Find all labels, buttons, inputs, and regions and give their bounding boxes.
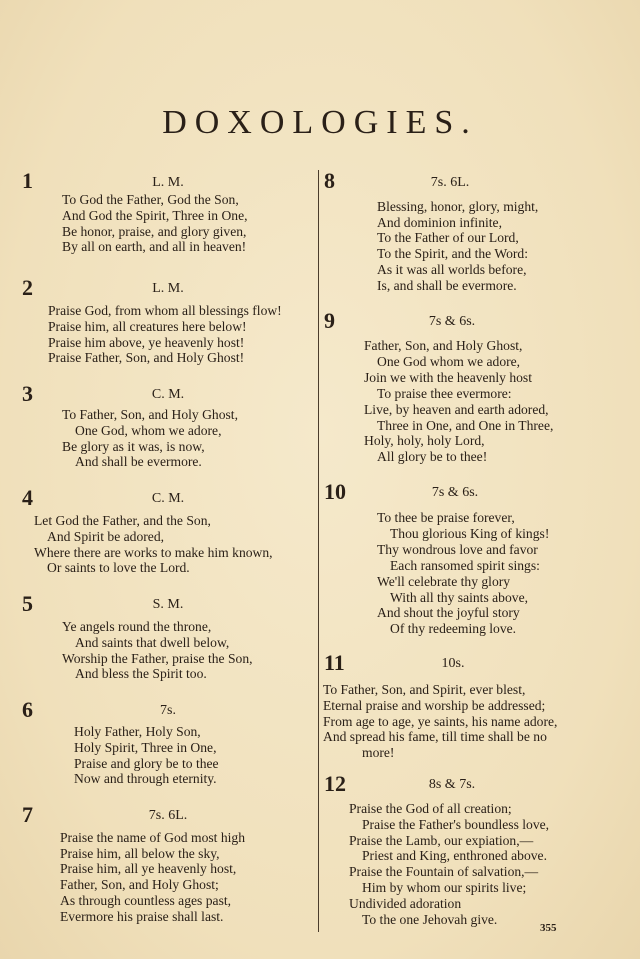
hymn-number: 8 [324, 168, 335, 193]
verse-line: Undivided adoration [349, 895, 462, 911]
hymn-number: 1 [22, 168, 33, 193]
verse-line: To God the Father, God the Son, [62, 192, 239, 207]
verse-line: Praise him above, ye heavenly host! [48, 334, 245, 350]
verse-line: To the Spirit, and the Word: [377, 246, 528, 262]
verse-line: Blessing, honor, glory, might, [377, 199, 539, 214]
verse-line: Thou glorious King of kings! [390, 525, 550, 541]
verse-line: Praise Father, Son, and Holy Ghost! [48, 350, 245, 366]
verse-line: All glory be to thee! [377, 449, 488, 465]
verse-line: Now and through eternity. [74, 771, 217, 787]
verse-line: Eternal praise and worship be addressed; [323, 697, 546, 713]
verse-line: Ye angels round the throne, [62, 619, 212, 634]
verse-line: Praise him, all ye heavenly host, [60, 861, 237, 877]
verse-line: Praise him, all below the sky, [60, 845, 220, 861]
verse-line: Him by whom our spirits live; [362, 880, 527, 895]
verse-line: Evermore his praise shall last. [60, 908, 224, 924]
verse-line: more! [362, 745, 395, 761]
verse-line: To praise thee evermore: [377, 385, 512, 401]
verse-line: One God, whom we adore, [75, 422, 222, 438]
hymn-meter: 7s. [160, 703, 176, 718]
verse-line: Worship the Father, praise the Son, [62, 650, 253, 666]
verse-line: Join we with the heavenly host [364, 369, 533, 385]
verse-line: Or saints to love the Lord. [47, 560, 190, 576]
verse-line: Be glory as it was, is now, [62, 438, 205, 454]
verse-line: Praise the Fountain of salvation,— [349, 864, 539, 880]
hymn-meter: C. M. [151, 491, 185, 506]
hymn-number: 2 [22, 275, 33, 300]
verse-line: And bless the Spirit too. [75, 666, 207, 682]
hymn-meter: 7s & 6s. [431, 485, 479, 500]
verse-line: Be honor, praise, and glory given, [62, 223, 247, 239]
verse-line: Holy Spirit, Three in One, [74, 739, 217, 755]
verse-line: Praise the Father's boundless love, [362, 816, 550, 832]
verse-line: To Father, Son, and Spirit, ever blest, [323, 682, 526, 697]
hymn-number: 5 [22, 591, 33, 616]
hymn-meter: C. M. [151, 387, 185, 402]
verse-line: With all thy saints above, [390, 589, 529, 605]
verse-line: Of thy redeeming love. [390, 621, 517, 637]
hymn-meter: L. M. [152, 281, 184, 296]
verse-line: And spread his fame, till time shall be no [323, 729, 547, 745]
verse-line: Praise God, from whom all blessings flow! [48, 303, 282, 318]
hymn-number: 9 [324, 308, 335, 333]
hymn-meter: 10s. [441, 656, 465, 671]
verse-line: By all on earth, and all in heaven! [62, 239, 247, 255]
verse-line: And saints that dwell below, [75, 634, 230, 650]
column-divider [318, 170, 319, 932]
verse-line: As through countless ages past, [60, 892, 232, 908]
hymn-number: 3 [22, 381, 33, 406]
hymn-number: 11 [324, 650, 345, 675]
verse-line: Holy, holy, holy Lord, [364, 433, 485, 449]
hymn-meter: 7s. 6L. [430, 175, 470, 190]
verse-line: Praise him, all creatures here below! [48, 318, 247, 334]
verse-line: Holy Father, Holy Son, [74, 724, 201, 739]
verse-line: To the one Jehovah give. [362, 911, 498, 927]
hymn-meter: 8s & 7s. [428, 777, 476, 792]
hymn-number: 7 [22, 802, 33, 827]
verse-line: Praise the name of God most high [60, 830, 245, 845]
verse-line: Father, Son, and Holy Ghost, [364, 338, 523, 353]
hymn-number: 4 [22, 485, 33, 510]
verse-line: And shall be evermore. [75, 454, 202, 470]
verse-line: Let God the Father, and the Son, [34, 513, 211, 528]
hymn-meter: 7s & 6s. [428, 314, 476, 329]
page-number: 355 [540, 922, 557, 934]
verse-line: As it was all worlds before, [377, 261, 527, 277]
hymn-number: 12 [324, 771, 346, 796]
verse-line: Where there are works to make him known, [34, 544, 273, 560]
verse-line: Praise the God of all creation; [349, 801, 512, 816]
verse-line: To the Father of our Lord, [377, 230, 519, 246]
verse-line: Thy wondrous love and favor [377, 541, 538, 557]
verse-line: And Spirit be adored, [47, 528, 165, 544]
verse-line: We'll celebrate thy glory [377, 573, 511, 589]
verse-line: Praise and glory be to thee [74, 755, 219, 771]
hymn-meter: 7s. 6L. [148, 808, 188, 823]
verse-line: Priest and King, enthroned above. [362, 848, 547, 864]
verse-line: And dominion infinite, [377, 214, 502, 230]
verse-line: To thee be praise forever, [377, 510, 515, 525]
verse-line: From age to age, ye saints, his name adore, [323, 713, 558, 729]
verse-line: Is, and shall be evermore. [377, 277, 517, 293]
verse-line: And shout the joyful story [377, 605, 520, 621]
verse-line: To Father, Son, and Holy Ghost, [62, 407, 238, 422]
verse-line: And God the Spirit, Three in One, [62, 207, 248, 223]
verse-line: Each ransomed spirit sings: [390, 557, 540, 573]
verse-line: Three in One, and One in Three, [377, 417, 554, 433]
verse-line: Live, by heaven and earth adored, [364, 401, 549, 417]
verse-line: Praise the Lamb, our expiation,— [349, 832, 534, 848]
verse-line: Father, Son, and Holy Ghost; [60, 877, 219, 893]
hymn-meter: L. M. [152, 175, 184, 190]
page-title: DOXOLOGIES. [162, 104, 478, 141]
hymn-number: 6 [22, 697, 33, 722]
hymn-number: 10 [324, 479, 346, 504]
hymn-meter: S. M. [152, 597, 184, 612]
verse-line: One God whom we adore, [377, 353, 521, 369]
